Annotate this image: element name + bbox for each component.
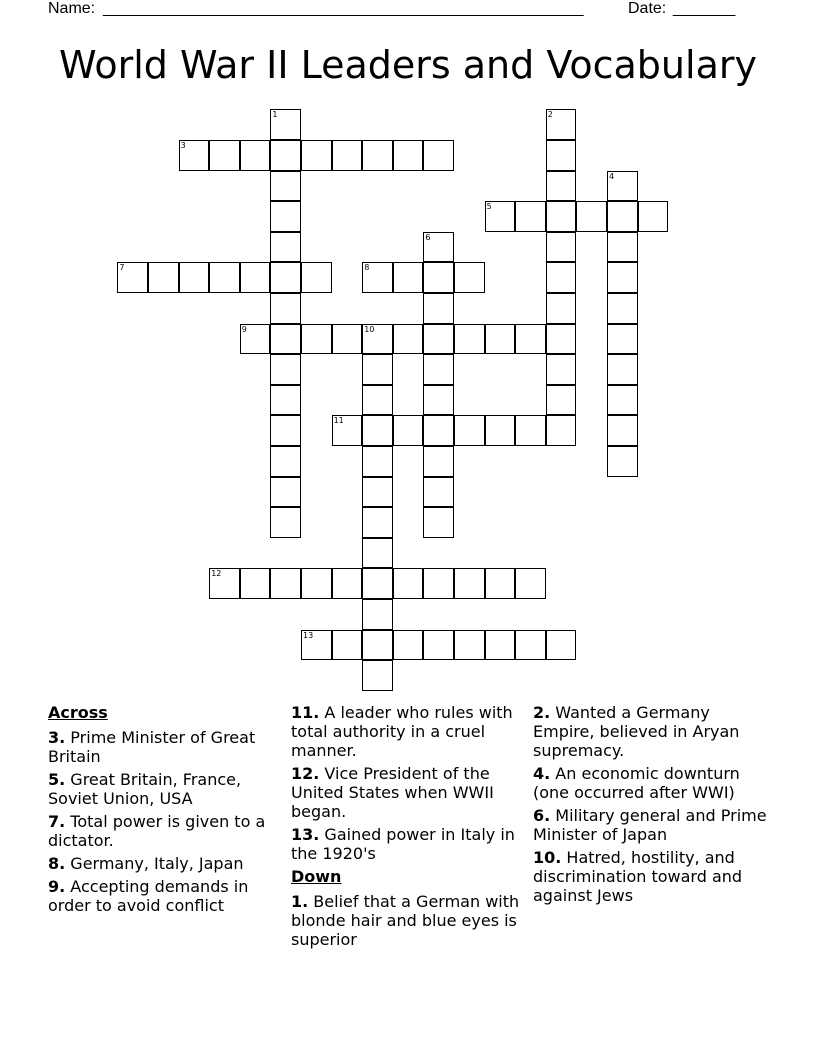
clue-number: 11 xyxy=(333,416,344,426)
clue-number: 9 xyxy=(241,324,247,334)
grid-cell[interactable] xyxy=(270,171,301,202)
clue-item xyxy=(291,764,526,821)
grid-cell[interactable] xyxy=(270,109,301,140)
clue-item xyxy=(48,770,283,808)
clue-column-2 xyxy=(291,703,526,953)
clue-item-text: An economic downturn (one occurred after WWI) xyxy=(533,764,740,802)
clue-item-number: 7. xyxy=(48,812,66,831)
grid-cell[interactable] xyxy=(362,385,393,416)
grid-cell[interactable] xyxy=(423,324,454,355)
grid-cell[interactable] xyxy=(179,140,210,171)
grid-cell[interactable] xyxy=(332,568,363,599)
clue-item xyxy=(533,848,768,905)
grid-cell[interactable] xyxy=(362,262,393,293)
grid-cell[interactable] xyxy=(423,568,454,599)
grid-cell[interactable] xyxy=(546,201,577,232)
grid-cell[interactable] xyxy=(362,354,393,385)
grid-cell[interactable] xyxy=(485,568,516,599)
grid-cell[interactable] xyxy=(607,293,638,324)
grid-cell[interactable] xyxy=(301,630,332,661)
clue-item-text: Germany, Italy, Japan xyxy=(65,854,244,873)
clue-column-1 xyxy=(48,703,283,919)
grid-cell[interactable] xyxy=(607,324,638,355)
clue-item-number: 5. xyxy=(48,770,66,789)
grid-cell[interactable] xyxy=(454,568,485,599)
grid-cell[interactable] xyxy=(393,415,424,446)
clue-number: 3 xyxy=(180,141,186,150)
grid-cell[interactable] xyxy=(270,477,301,508)
grid-cell[interactable] xyxy=(209,140,240,171)
grid-cell[interactable] xyxy=(454,630,485,661)
clue-item-number: 11. xyxy=(291,703,320,722)
clue-number: 2 xyxy=(547,110,553,120)
clue-item xyxy=(533,703,768,760)
grid-cell[interactable] xyxy=(546,293,577,324)
grid-cell[interactable] xyxy=(240,568,271,599)
date-label: Date: xyxy=(628,0,667,17)
grid-cell[interactable] xyxy=(332,630,363,661)
grid-cell[interactable] xyxy=(607,446,638,477)
page-title: World War II Leaders and Vocabulary xyxy=(59,43,757,87)
name-label: Name: xyxy=(48,0,96,17)
grid-cell[interactable] xyxy=(485,201,516,232)
grid-cell[interactable] xyxy=(270,201,301,232)
grid-cell[interactable] xyxy=(240,324,271,355)
clue-number: 8 xyxy=(364,263,370,273)
grid-cell[interactable] xyxy=(270,568,301,599)
clue-item-number: 2. xyxy=(533,703,551,722)
grid-cell[interactable] xyxy=(362,538,393,569)
clue-item-text: Hatred, hostility, and discrimination toward and against Jews xyxy=(533,848,743,905)
grid-cell[interactable] xyxy=(607,232,638,263)
clue-number: 4 xyxy=(609,171,615,181)
grid-cell[interactable] xyxy=(332,324,363,355)
clue-item-number: 9. xyxy=(48,877,66,896)
grid-cell[interactable] xyxy=(270,354,301,385)
grid-cell[interactable] xyxy=(393,262,424,293)
grid-cell[interactable] xyxy=(270,140,301,171)
grid-cell[interactable] xyxy=(301,568,332,599)
grid-cell[interactable] xyxy=(301,140,332,171)
grid-cell[interactable] xyxy=(454,324,485,355)
grid-cell[interactable] xyxy=(332,140,363,171)
grid-cell[interactable] xyxy=(179,262,210,293)
clue-item xyxy=(291,825,526,863)
date-field[interactable]: _______ xyxy=(673,0,736,17)
grid-cell[interactable] xyxy=(607,385,638,416)
grid-cell[interactable] xyxy=(485,415,516,446)
clue-item xyxy=(291,892,526,949)
grid-cell[interactable] xyxy=(546,385,577,416)
grid-cell[interactable] xyxy=(270,446,301,477)
clue-number: 1 xyxy=(272,110,278,120)
grid-cell[interactable] xyxy=(270,415,301,446)
grid-cell[interactable] xyxy=(638,201,669,232)
grid-cell[interactable] xyxy=(607,201,638,232)
clue-heading: Across xyxy=(48,703,108,722)
clue-item xyxy=(291,703,526,760)
name-field[interactable]: ______________________________________________________ xyxy=(103,0,584,17)
grid-cell[interactable] xyxy=(423,477,454,508)
grid-cell[interactable] xyxy=(301,262,332,293)
grid-cell[interactable] xyxy=(209,568,240,599)
grid-cell[interactable] xyxy=(117,262,148,293)
grid-cell[interactable] xyxy=(332,415,363,446)
grid-cell[interactable] xyxy=(423,262,454,293)
grid-cell[interactable] xyxy=(423,507,454,538)
grid-cell[interactable] xyxy=(454,262,485,293)
clue-item-text: Gained power in Italy in the 1920's xyxy=(291,825,515,863)
grid-cell[interactable] xyxy=(270,232,301,263)
grid-cell[interactable] xyxy=(270,262,301,293)
grid-cell[interactable] xyxy=(607,354,638,385)
clue-item-text: Great Britain, France, Soviet Union, USA xyxy=(48,770,242,808)
clue-number: 13 xyxy=(303,630,314,640)
clue-item-number: 10. xyxy=(533,848,562,867)
grid-cell[interactable] xyxy=(546,232,577,263)
grid-cell[interactable] xyxy=(576,201,607,232)
grid-cell[interactable] xyxy=(454,415,485,446)
grid-cell[interactable] xyxy=(423,293,454,324)
grid-cell[interactable] xyxy=(515,568,546,599)
clue-item xyxy=(533,764,768,802)
grid-cell[interactable] xyxy=(515,630,546,661)
grid-cell[interactable] xyxy=(270,385,301,416)
grid-cell[interactable] xyxy=(362,599,393,630)
clue-item xyxy=(533,806,768,844)
grid-cell[interactable] xyxy=(362,660,393,691)
clue-item-text: Prime Minister of Great Britain xyxy=(48,728,256,766)
grid-cell[interactable] xyxy=(209,262,240,293)
clue-item-text: Military general and Prime Minister of Japan xyxy=(533,806,767,844)
grid-cell[interactable] xyxy=(362,568,393,599)
grid-cell[interactable] xyxy=(393,140,424,171)
grid-cell[interactable] xyxy=(607,415,638,446)
grid-cell[interactable] xyxy=(546,324,577,355)
clue-item-number: 13. xyxy=(291,825,320,844)
clue-item xyxy=(48,854,283,873)
clue-item-number: 3. xyxy=(48,728,66,747)
clue-item-text: Accepting demands in order to avoid conflict xyxy=(48,877,249,915)
clue-item xyxy=(48,877,283,915)
clue-item-text: A leader who rules with total authority in a cruel manner. xyxy=(291,703,513,760)
grid-cell[interactable] xyxy=(546,630,577,661)
grid-cell[interactable] xyxy=(270,293,301,324)
grid-cell[interactable] xyxy=(546,415,577,446)
clue-item-number: 8. xyxy=(48,854,66,873)
clue-item-number: 1. xyxy=(291,892,309,911)
grid-cell[interactable] xyxy=(270,324,301,355)
grid-cell[interactable] xyxy=(423,385,454,416)
grid-cell[interactable] xyxy=(393,324,424,355)
grid-cell[interactable] xyxy=(423,415,454,446)
clue-item-text: Total power is given to a dictator. xyxy=(48,812,266,850)
grid-cell[interactable] xyxy=(515,201,546,232)
grid-cell[interactable] xyxy=(240,262,271,293)
clue-item-number: 6. xyxy=(533,806,551,825)
clue-item xyxy=(48,728,283,766)
grid-cell[interactable] xyxy=(301,324,332,355)
grid-cell[interactable] xyxy=(362,415,393,446)
grid-cell[interactable] xyxy=(423,140,454,171)
grid-cell[interactable] xyxy=(270,507,301,538)
clue-heading: Down xyxy=(291,867,342,886)
clue-number: 6 xyxy=(425,232,431,242)
clue-item-number: 12. xyxy=(291,764,320,783)
clue-item xyxy=(48,812,283,850)
grid-cell[interactable] xyxy=(423,232,454,263)
grid-cell[interactable] xyxy=(546,262,577,293)
grid-cell[interactable] xyxy=(546,354,577,385)
grid-cell[interactable] xyxy=(148,262,179,293)
grid-cell[interactable] xyxy=(362,477,393,508)
grid-cell[interactable] xyxy=(546,171,577,202)
grid-cell[interactable] xyxy=(362,507,393,538)
grid-cell[interactable] xyxy=(423,630,454,661)
clue-number: 5 xyxy=(486,202,492,212)
grid-cell[interactable] xyxy=(393,568,424,599)
clue-item-number: 4. xyxy=(533,764,551,783)
grid-cell[interactable] xyxy=(485,630,516,661)
clue-column-3 xyxy=(533,703,768,909)
grid-cell[interactable] xyxy=(546,109,577,140)
grid-cell[interactable] xyxy=(607,262,638,293)
grid-cell[interactable] xyxy=(515,324,546,355)
grid-cell[interactable] xyxy=(362,630,393,661)
grid-cell[interactable] xyxy=(423,354,454,385)
clue-item-text: Wanted a Germany Empire, believed in Aryan supremacy. xyxy=(533,703,740,760)
grid-cell[interactable] xyxy=(423,446,454,477)
grid-cell[interactable] xyxy=(362,140,393,171)
grid-cell[interactable] xyxy=(362,446,393,477)
clue-number: 10 xyxy=(364,324,375,334)
clue-item-text: Vice President of the United States when WWII began. xyxy=(291,764,494,821)
grid-cell[interactable] xyxy=(485,324,516,355)
grid-cell[interactable] xyxy=(607,171,638,202)
grid-cell[interactable] xyxy=(240,140,271,171)
grid-cell[interactable] xyxy=(515,415,546,446)
grid-cell[interactable] xyxy=(393,630,424,661)
grid-cell[interactable] xyxy=(546,140,577,171)
grid-cell[interactable] xyxy=(362,324,393,355)
clue-item-text: Belief that a German with blonde hair and blue eyes is superior xyxy=(291,892,520,949)
clue-number: 7 xyxy=(119,263,125,273)
clue-number: 12 xyxy=(211,569,222,579)
